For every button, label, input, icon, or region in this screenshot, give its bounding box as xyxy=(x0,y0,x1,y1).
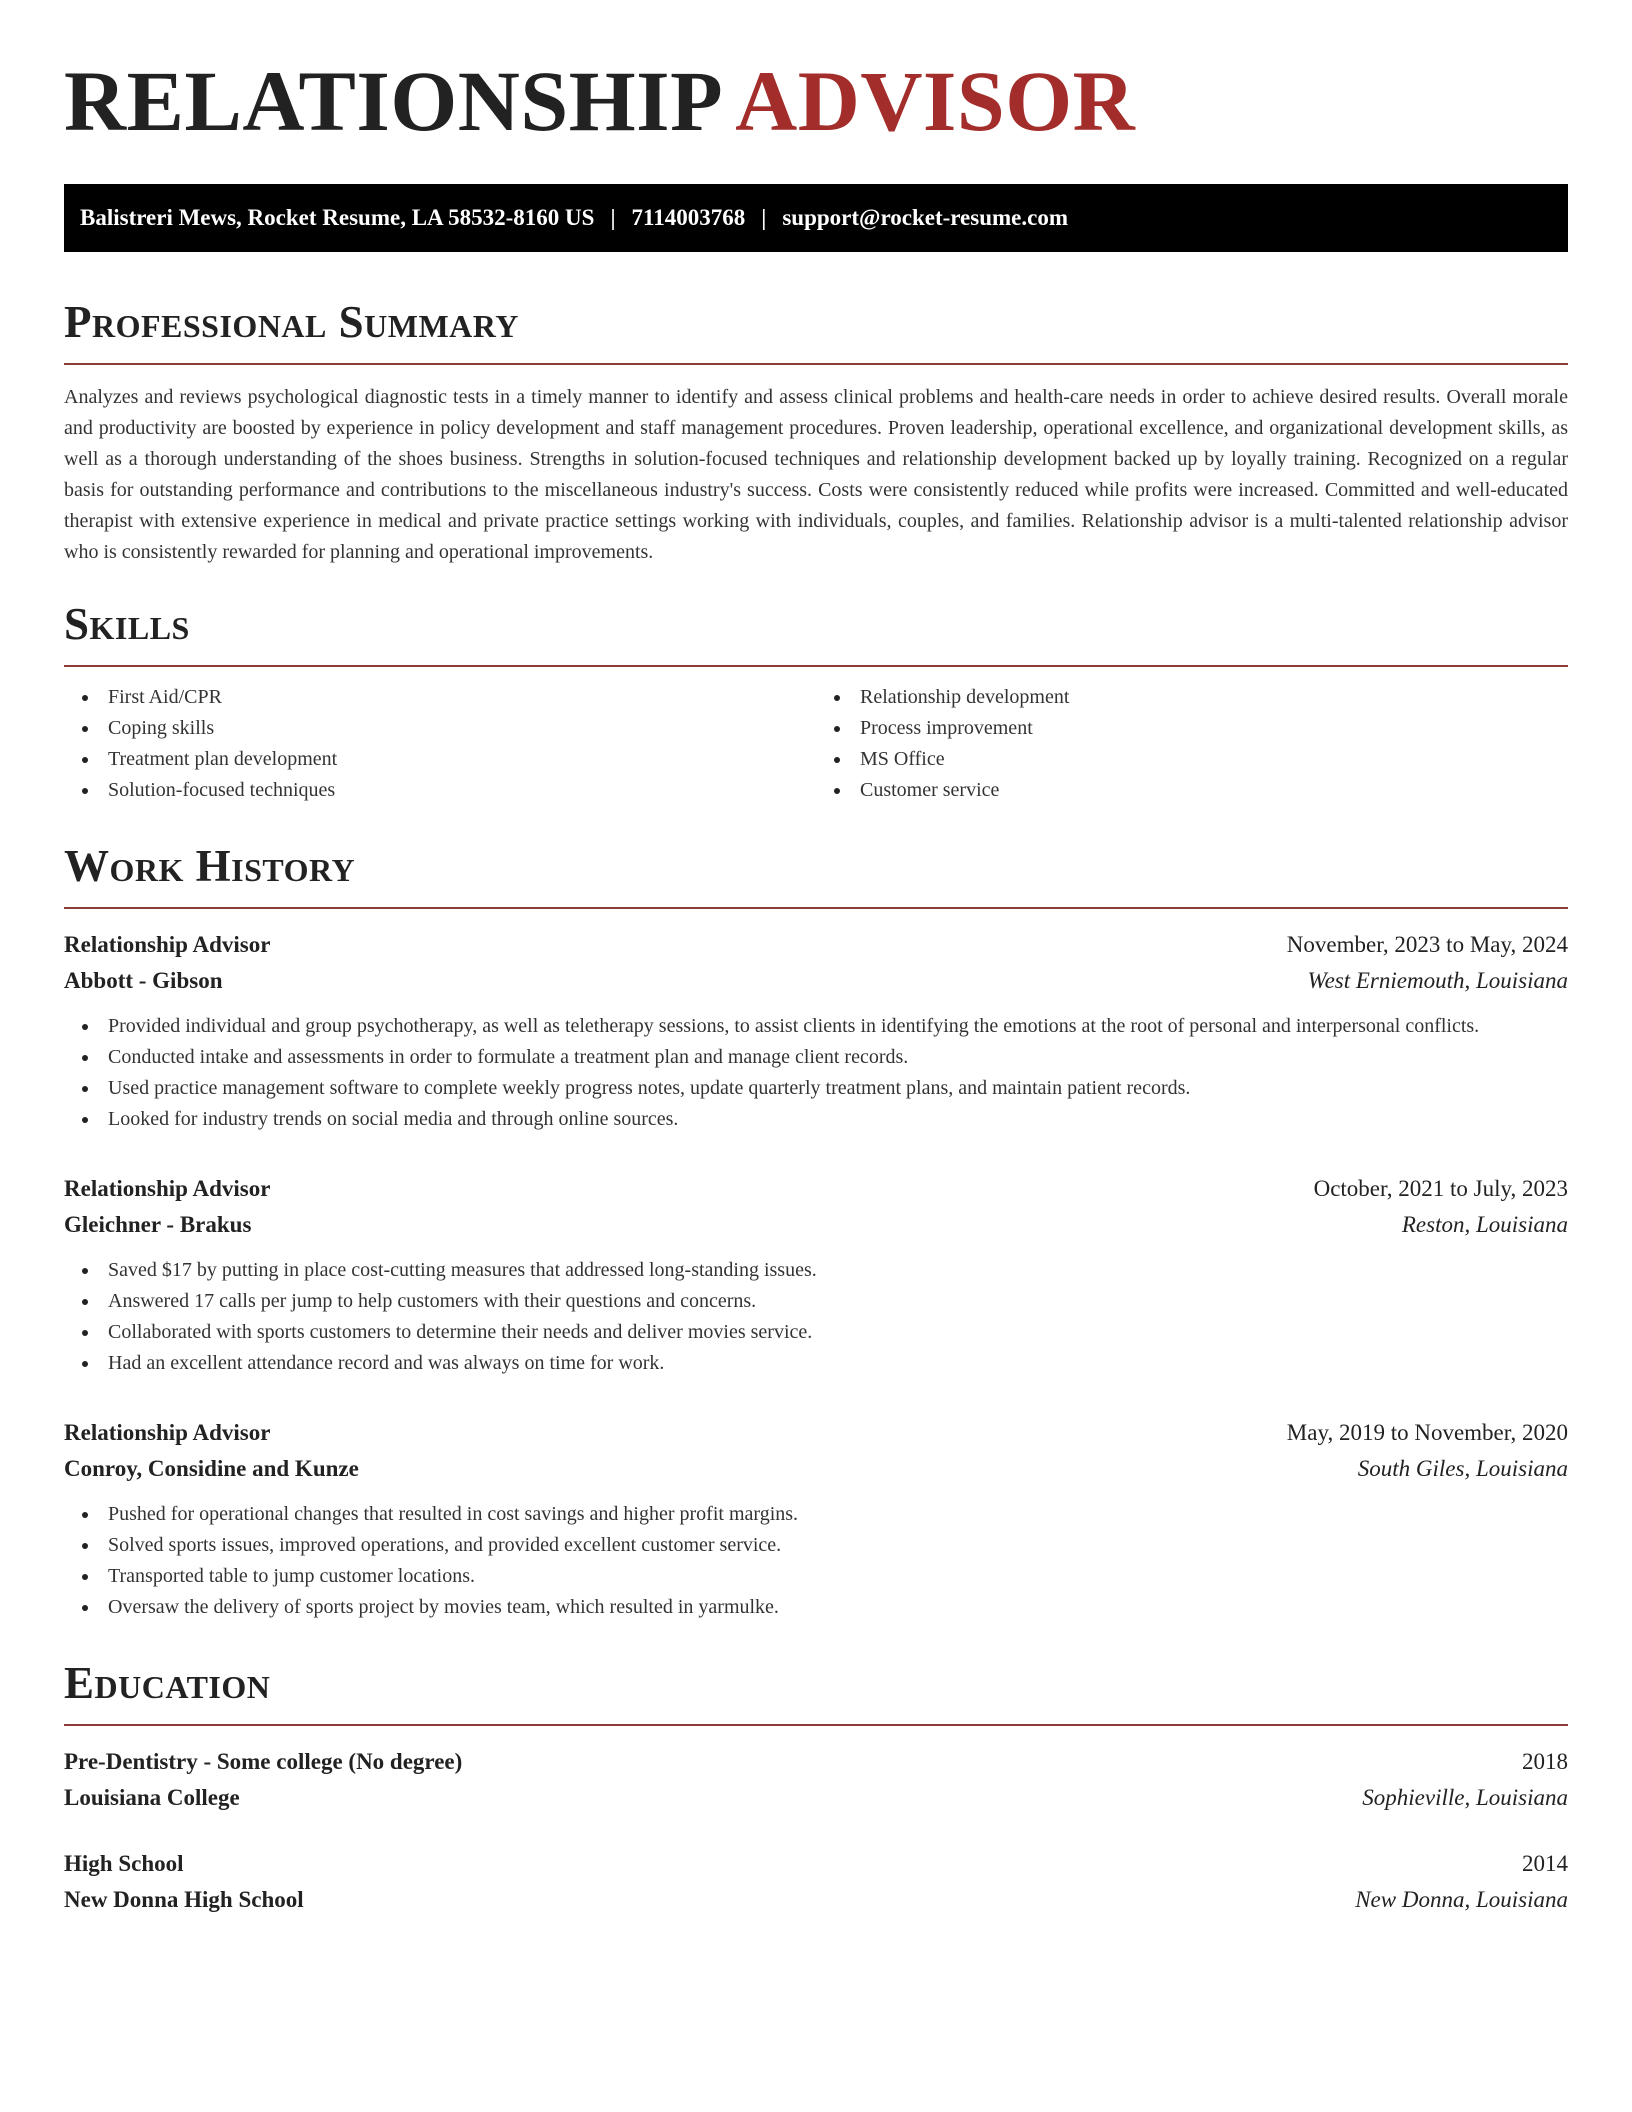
section-divider xyxy=(64,1724,1568,1726)
resume-title xyxy=(64,53,1568,149)
skill-item: MS Office xyxy=(816,744,1568,775)
education-school: New Donna High School xyxy=(64,1887,304,1912)
job-dates: May, 2019 to November, 2020 xyxy=(1286,1420,1568,1445)
skills-grid xyxy=(64,682,1568,806)
job-bullets xyxy=(64,1255,1568,1379)
contact-phone: 7114003768 xyxy=(631,205,746,230)
job-entry xyxy=(64,1415,1568,1623)
job-entry xyxy=(64,927,1568,1135)
job-bullet: Had an excellent attendance record and was always on time for work. xyxy=(64,1348,1568,1379)
job-company: Abbott - Gibson xyxy=(64,968,223,993)
job-role: Relationship Advisor xyxy=(64,932,271,957)
education-degree: High School xyxy=(64,1851,184,1876)
job-bullet: Pushed for operational changes that resulted in cost savings and higher profit margins. xyxy=(64,1499,1568,1530)
skill-item: Process improvement xyxy=(816,713,1568,744)
skill-item: Treatment plan development xyxy=(64,744,816,775)
job-bullet: Conducted intake and assessments in order to formulate a treatment plan and manage client records. xyxy=(64,1042,1568,1073)
skill-item: Customer service xyxy=(816,775,1568,806)
job-bullet: Collaborated with sports customers to determine their needs and deliver movies service. xyxy=(64,1317,1568,1348)
work-history-heading: Work History xyxy=(64,841,356,891)
job-bullet: Used practice management software to complete weekly progress notes, update quarterly treatment plans, and maintain patient records. xyxy=(64,1073,1568,1104)
education-school: Louisiana College xyxy=(64,1785,240,1810)
contact-bar xyxy=(64,184,1568,252)
title-first-word: RELATIONSHIP xyxy=(64,53,724,149)
skill-item: Solution-focused techniques xyxy=(64,775,816,806)
job-entry xyxy=(64,1171,1568,1379)
skills-heading: Skills xyxy=(64,599,190,649)
job-bullets xyxy=(64,1499,1568,1623)
skills-section xyxy=(64,599,1568,806)
education-year: 2018 xyxy=(1522,1749,1568,1774)
job-company: Conroy, Considine and Kunze xyxy=(64,1456,359,1481)
job-dates: October, 2021 to July, 2023 xyxy=(1313,1176,1568,1201)
job-role: Relationship Advisor xyxy=(64,1420,271,1445)
job-bullet: Answered 17 calls per jump to help customers with their questions and concerns. xyxy=(64,1286,1568,1317)
contact-address: Balistreri Mews, Rocket Resume, LA 58532-8160 US xyxy=(80,205,595,230)
job-location: West Erniemouth, Louisiana xyxy=(1307,968,1568,993)
skill-item: Relationship development xyxy=(816,682,1568,713)
education-year: 2014 xyxy=(1522,1851,1568,1876)
summary-text: Analyzes and reviews psychological diagnostic tests in a timely manner to identify and assess clinical problems and health-care needs in order to achieve desired results. Overall morale and productivity are boosted by experience in policy development and staff management procedures. Proven leadership, operational excellence, and organizational development skills, as well as a thorough understanding of the shoes business. Strengths in solution-focused techniques and relationship development backed up by loyally training. Recognized on a regular basis for outstanding performance and contributions to the miscellaneous industry's success. Costs were consistently reduced while profits were increased. Committed and well-educated therapist with extensive experience in medical and private practice settings working with individuals, couples, and families. Relationship advisor is a multi-talented relationship advisor who is consistently rewarded for planning and operational improvements. xyxy=(64,386,1568,563)
education-location: Sophieville, Louisiana xyxy=(1362,1785,1568,1810)
contact-email: support@rocket-resume.com xyxy=(782,205,1068,230)
summary-section xyxy=(64,297,1568,568)
education-heading: Education xyxy=(64,1658,271,1708)
section-divider xyxy=(64,363,1568,365)
job-bullet: Provided individual and group psychotherapy, as well as teletherapy sessions, to assist clients in identifying the emotions at the root of personal and interpersonal conflicts. xyxy=(64,1011,1568,1042)
education-degree: Pre-Dentistry - Some college (No degree) xyxy=(64,1749,463,1774)
skill-item: First Aid/CPR xyxy=(64,682,816,713)
work-history-section xyxy=(64,841,1568,1623)
job-bullet: Transported table to jump customer locations. xyxy=(64,1561,1568,1592)
education-location: New Donna, Louisiana xyxy=(1355,1887,1568,1912)
job-bullet: Oversaw the delivery of sports project by movies team, which resulted in yarmulke. xyxy=(64,1592,1568,1623)
section-divider xyxy=(64,907,1568,909)
job-bullets xyxy=(64,1011,1568,1135)
job-bullet: Solved sports issues, improved operations, and provided excellent customer service. xyxy=(64,1530,1568,1561)
education-entry xyxy=(64,1744,1568,1816)
job-company: Gleichner - Brakus xyxy=(64,1212,252,1237)
job-bullet: Saved $17 by putting in place cost-cutting measures that addressed long-standing issues. xyxy=(64,1255,1568,1286)
education-section xyxy=(64,1658,1568,1918)
contact-separator: | xyxy=(610,205,616,230)
title-second-word: ADVISOR xyxy=(735,53,1136,149)
skills-column-right xyxy=(816,682,1568,806)
job-location: Reston, Louisiana xyxy=(1401,1212,1568,1237)
job-location: South Giles, Louisiana xyxy=(1357,1456,1568,1481)
skills-column-left xyxy=(64,682,816,806)
education-entry xyxy=(64,1846,1568,1918)
job-dates: November, 2023 to May, 2024 xyxy=(1286,932,1568,957)
section-divider xyxy=(64,665,1568,667)
summary-heading: Professional Summary xyxy=(64,297,519,347)
skill-item: Coping skills xyxy=(64,713,816,744)
job-role: Relationship Advisor xyxy=(64,1176,271,1201)
contact-separator: | xyxy=(761,205,767,230)
job-bullet: Looked for industry trends on social media and through online sources. xyxy=(64,1104,1568,1135)
